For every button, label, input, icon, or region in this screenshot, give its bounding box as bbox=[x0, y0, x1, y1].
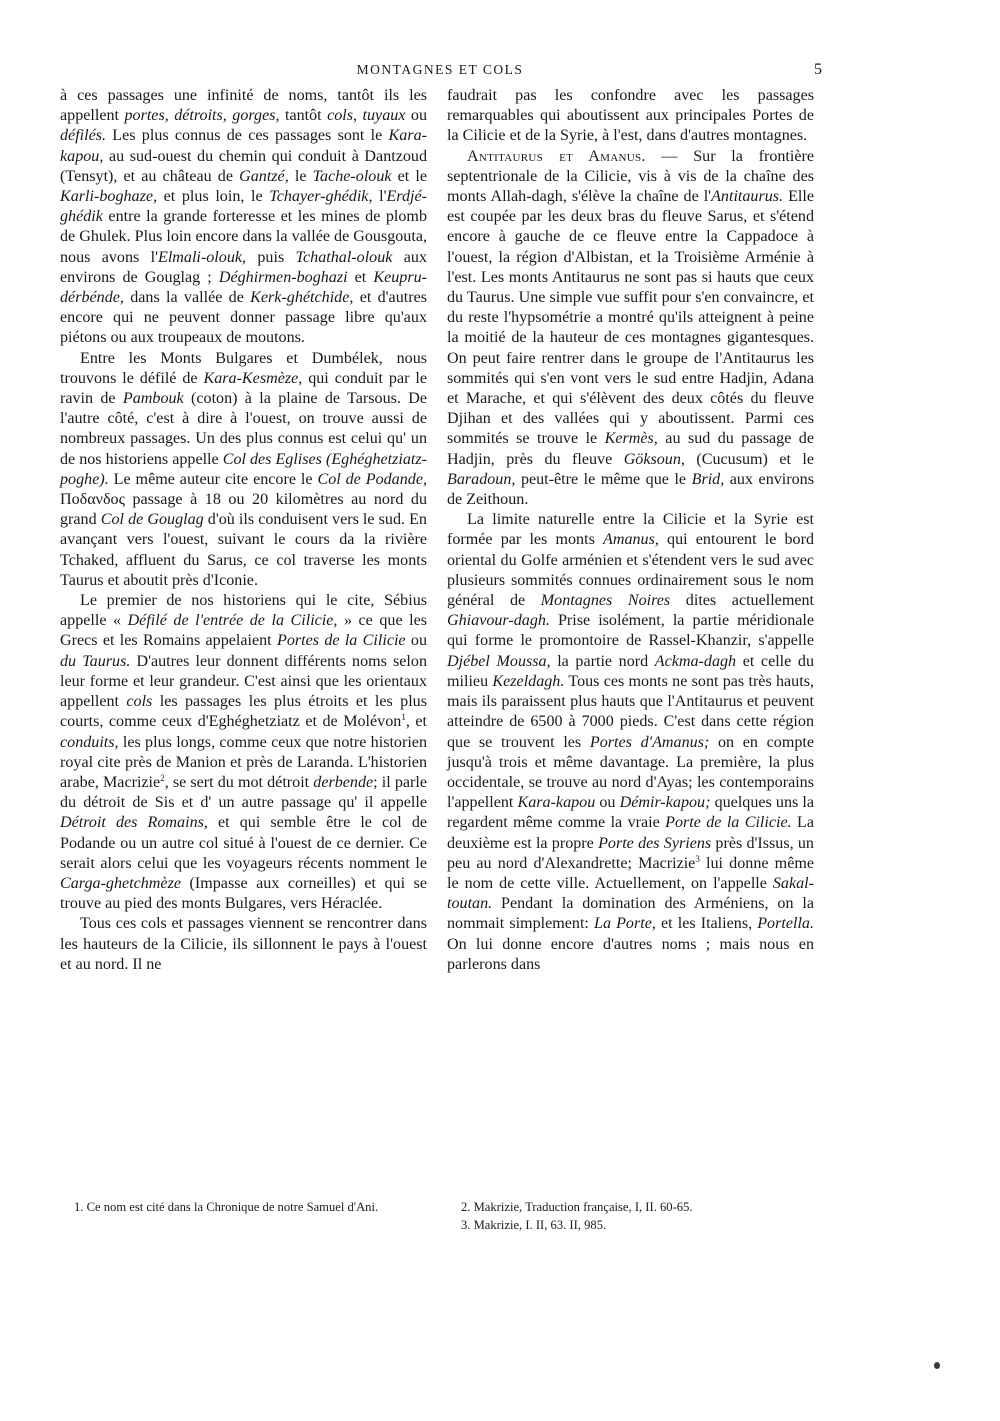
page-number: 5 bbox=[814, 61, 822, 78]
paragraph: Entre les Monts Bulgares et Dumbélek, nous trouvons le défilé de Kara-Kesmèze, qui conduit par le ravin de Pambouk (coton) à la plaine de Tarsous. De l'autre côté, c'est à dire à l'ouest, on trouve aussi de nombreux passages. Un des plus connus est celui qu' un de nos historiens appelle Col des Eglises (Eghéghetziatz-poghe). Le même auteur cite encore le Col de Podande, Ποδανδος passage à 18 ou 20 kilomètres au nord du grand Col de Gouglag d'où ils conduisent vers le sud. En avançant vers l'ouest, suivant le cours da la rivière Tchaked, affluent du Sarus, ce col traverse les monts Taurus et aboutit près d'Iconie. bbox=[60, 349, 427, 589]
footnote-ref: 1 bbox=[401, 712, 406, 723]
footnote-3: 3. Makrizie, I. II, 63. II, 985. bbox=[461, 1218, 607, 1232]
section-heading: Antitaurus et Amanus. bbox=[467, 147, 646, 165]
footnote-1: 1. Ce nom est cité dans la Chronique de notre Samuel d'Ani. bbox=[74, 1200, 379, 1214]
paragraph: Le premier de nos historiens qui le cite, Sébius appelle « Défilé de l'entrée de la Cilicie, » ce que les Grecs et les Romains appelaient Portes de la Cilicie ou du Taurus. D'autres leur donnent différents noms selon leur forme et leur grandeur. C'est ainsi que les orientaux appellent cols les passages les plus étroits et les plus courts, comme ceux d'Eghéghetziatz et de Molévon$^1$, et conduits, les plus longs, comme ceux que notre historien royal cite près de Manion et près de Laranda. L'historien arabe, Macrizie$^2$, se sert du mot détroit derbende; il parle du détroit de Sis et d' un autre passage qu' il appelle Détroit des Romains, et qui semble être le col de Podande ou un autre col situé à l'ouest de ce dernier. Ce serait alors celui que les voyageurs récents nomment le Carga-ghetchmèze (Impasse aux corneilles) et qui se trouve au pied des monts Bulgares, vers Héraclée. bbox=[60, 592, 428, 913]
footnote-ref: 2 bbox=[160, 772, 165, 783]
footnote-ref: 3 bbox=[695, 853, 700, 864]
ink-speck bbox=[934, 1362, 940, 1369]
paragraph: Tous ces cols et passages viennent se rencontrer dans les hauteurs de la Cilicie, ils sillonnent le pays à l'ouest et au nord. Il ne bbox=[60, 915, 427, 973]
footnotes-right bbox=[447, 1198, 815, 1234]
running-head bbox=[60, 62, 820, 82]
right-column bbox=[447, 86, 814, 975]
paragraph: Antitaurus et Amanus. — Sur la frontière septentrionale de la Cilicie, vis à vis de la chaîne des monts Allah-dagh, s'élève la chaîne de l'Antitaurus. Elle est coupée par les deux bras du fleuve Sarus, et s'étend encore à gauche de ce fleuve entre la Cappadoce à l'ouest, la région d'Albistan, et la Troisième Arménie à l'est. Les monts Antitaurus ne sont pas si hauts que ceux du Taurus. Une simple vue suffit pour s'en convaincre, et du reste l'hypsométrie a montré qu'ils atteignent à peine la moitié de la hauteur de ces montagnes gigantesques. On peut faire rentrer dans le groupe de l'Antitaurus les sommités qui s'en vont vers le sud entre Hadjin, Adana et Marache, et qui s'élèvent des deux côtés du fleuve Djihan et des vallées qui y aboutissent. Parmi ces sommités se trouve le Kermès, au sud du passage de Hadjin, près du fleuve Göksoun, (Cucusum) et le Baradoun, peut-être le même que le Brid, aux environs de Zeithoun. bbox=[447, 147, 814, 509]
footnote-2: 2. Makrizie, Traduction française, I, II. 60-65. bbox=[461, 1200, 693, 1214]
paragraph: à ces passages une infinité de noms, tantôt ils les appellent portes, détroits, gorges, tantôt cols, tuyaux ou défilés. Les plus connus de ces passages sont le Kara-kapou, au sud-ouest du chemin qui conduit à Dantzoud (Tensyt), et au château de Gantzé, le Tache-olouk et le Karli-boghaze, et plus loin, le Tchayer-ghédik, l'Erdjé-ghédik entre la grande forteresse et les mines de plomb de Ghulek. Plus loin encore dans la vallée de Gousgouta, nous avons l'Elmali-olouk, puis Tchathal-olouk aux environs de Gouglag ; Déghirmen-boghazi et Keupru-dérbénde, dans la vallée de Kerk-ghétchide, et d'autres encore qui ne peuvent donner passage libre qu'aux piétons ou aux troupeaux de moutons. bbox=[60, 87, 428, 347]
running-title: MONTAGNES ET COLS bbox=[356, 62, 524, 77]
paragraph: La limite naturelle entre la Cilicie et la Syrie est formée par les monts Amanus, qui entourent le bord oriental du Golfe arménien et s'étendent vers le sud avec plusieurs sommités connues ordinairement sous le nom général de Montagnes Noires dites actuellement Ghiavour-dagh. Prise isolément, la partie méridionale qui forme le promontoire de Rassel-Khanzir, s'appelle Djébel Moussa, la partie nord Ackma-dagh et celle du milieu Kezeldagh. Tous ces monts ne sont pas très hauts, mais ils paraissent plus hauts que l'Antitaurus et peuvent atteindre de 6500 à 7000 pieds. C'est dans cette région que se trouvent les Portes d'Amanus; on en compte jusqu'à trois et même davantage. La première, la plus occidentale, se trouve au nord d'Ayas; les contemporains l'appellent Kara-kapou ou Démir-kapou; quelques uns la regardent même comme la vraie Porte de la Cilicie. La deuxième est la propre Porte des Syriens près d'Issus, un peu au nord d'Alexandrette; Macrizie$^3$ lui donne même le nom de cette ville. Actuellement, on l'appelle Sakal-toutan. Pendant la domination des Arméniens, on la nommait simplement: La Porte, et les Italiens, Portella. On lui donne encore d'autres noms ; mais nous en parlerons dans bbox=[447, 511, 815, 973]
footnotes-left bbox=[60, 1198, 428, 1216]
left-column bbox=[60, 86, 427, 975]
paragraph: faudrait pas les confondre avec les passages remarquables qui aboutissent aux principales Portes de la Cilicie et de la Syrie, à l'est, dans d'autres montagnes. bbox=[447, 87, 814, 145]
